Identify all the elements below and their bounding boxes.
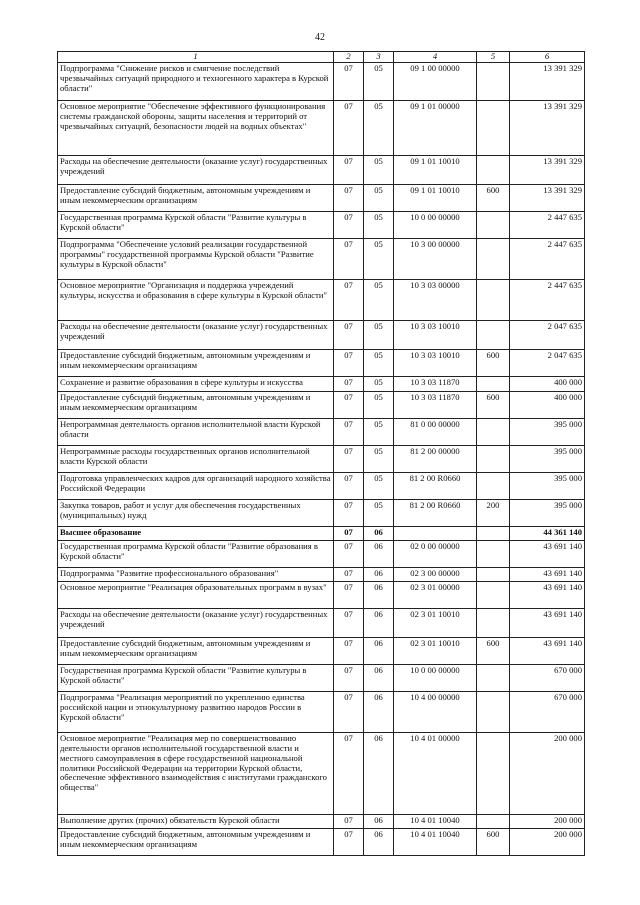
cell-name: Предоставление субсидий бюджетным, автономным учреждениям и иным некоммерческим организациям [58, 184, 334, 211]
cell-name: Основное мероприятие "Реализация образовательных программ в вузах" [58, 581, 334, 608]
cell-name: Выполнение других (прочих) обязательств Курской области [58, 814, 334, 828]
cell-section: 07 [334, 567, 364, 581]
cell-amount: 400 000 [510, 376, 585, 391]
cell-name: Основное мероприятие "Реализация мер по совершенствованию деятельности органов исполнительной государственной власти и местного самоуправления в сфере государственной национальной политики Российской Федерации на территории Курской области, обеспечение эффективного взаимодействия с институтами гражданского общества" [58, 732, 334, 814]
cell-subsection: 06 [364, 814, 394, 828]
cell-target-article: 02 3 01 10010 [394, 637, 477, 664]
cell-subsection: 06 [364, 567, 394, 581]
cell-target-article: 10 4 01 10040 [394, 828, 477, 855]
cell-target-article: 10 3 03 10010 [394, 320, 477, 349]
cell-name: Сохранение и развитие образования в сфере культуры и искусства [58, 376, 334, 391]
cell-amount: 400 000 [510, 391, 585, 418]
cell-expense-type [477, 445, 510, 472]
cell-target-article [394, 526, 477, 540]
table-row [58, 184, 585, 211]
cell-section: 07 [334, 211, 364, 238]
table-row [58, 100, 585, 155]
cell-section: 07 [334, 540, 364, 567]
cell-target-article: 10 0 00 00000 [394, 664, 477, 691]
table-row [58, 155, 585, 184]
table-row [58, 391, 585, 418]
table-row [58, 238, 585, 279]
cell-subsection: 05 [364, 391, 394, 418]
cell-expense-type [477, 320, 510, 349]
cell-section: 07 [334, 279, 364, 320]
cell-section: 07 [334, 828, 364, 855]
cell-amount: 395 000 [510, 418, 585, 445]
cell-expense-type [477, 418, 510, 445]
cell-section: 07 [334, 349, 364, 376]
cell-target-article: 10 3 03 11870 [394, 391, 477, 418]
table-row [58, 499, 585, 526]
cell-subsection: 06 [364, 828, 394, 855]
cell-name: Государственная программа Курской области "Развитие образования в Курской области" [58, 540, 334, 567]
cell-amount: 2 047 635 [510, 320, 585, 349]
cell-expense-type [477, 62, 510, 100]
cell-amount: 13 391 329 [510, 155, 585, 184]
cell-name: Подготовка управленческих кадров для организаций народного хозяйства Российской Федерации [58, 472, 334, 499]
cell-section: 07 [334, 691, 364, 732]
cell-section: 07 [334, 376, 364, 391]
cell-expense-type [477, 608, 510, 637]
cell-name: Закупка товаров, работ и услуг для обеспечения государственных (муниципальных) нужд [58, 499, 334, 526]
cell-subsection: 06 [364, 608, 394, 637]
cell-subsection: 06 [364, 540, 394, 567]
cell-amount: 43 691 140 [510, 540, 585, 567]
cell-expense-type [477, 664, 510, 691]
cell-name: Расходы на обеспечение деятельности (оказание услуг) государственных учреждений [58, 320, 334, 349]
cell-section: 07 [334, 100, 364, 155]
cell-subsection: 05 [364, 320, 394, 349]
cell-target-article: 10 4 00 00000 [394, 691, 477, 732]
cell-expense-type [477, 732, 510, 814]
cell-amount: 200 000 [510, 732, 585, 814]
cell-expense-type [477, 567, 510, 581]
cell-subsection: 05 [364, 100, 394, 155]
table-row [58, 349, 585, 376]
table-row [58, 418, 585, 445]
cell-amount: 13 391 329 [510, 184, 585, 211]
cell-section: 07 [334, 238, 364, 279]
cell-subsection: 06 [364, 637, 394, 664]
cell-section: 07 [334, 664, 364, 691]
cell-expense-type [477, 691, 510, 732]
cell-section: 07 [334, 62, 364, 100]
cell-expense-type [477, 540, 510, 567]
table-row [58, 828, 585, 855]
cell-subsection: 06 [364, 581, 394, 608]
header-col-6: 6 [510, 52, 585, 63]
cell-expense-type [477, 376, 510, 391]
cell-amount: 2 047 635 [510, 349, 585, 376]
cell-expense-type: 600 [477, 637, 510, 664]
cell-expense-type [477, 211, 510, 238]
cell-amount: 670 000 [510, 691, 585, 732]
header-row [58, 52, 585, 63]
cell-section: 07 [334, 391, 364, 418]
cell-amount: 44 361 140 [510, 526, 585, 540]
cell-subsection: 06 [364, 664, 394, 691]
cell-subsection: 05 [364, 445, 394, 472]
header-col-4: 4 [394, 52, 477, 63]
cell-amount: 13 391 329 [510, 100, 585, 155]
cell-section: 07 [334, 472, 364, 499]
cell-subsection: 05 [364, 238, 394, 279]
cell-name: Высшее образование [58, 526, 334, 540]
cell-target-article: 09 1 00 00000 [394, 62, 477, 100]
cell-expense-type: 200 [477, 499, 510, 526]
cell-section: 07 [334, 637, 364, 664]
cell-section: 07 [334, 418, 364, 445]
table-row [58, 567, 585, 581]
table-row [58, 376, 585, 391]
cell-name: Подпрограмма "Реализация мероприятий по укреплению единства российской нации и этнокультурному развитию народов России в Курской области" [58, 691, 334, 732]
cell-section: 07 [334, 732, 364, 814]
cell-target-article: 10 3 03 11870 [394, 376, 477, 391]
table-row [58, 472, 585, 499]
cell-subsection: 05 [364, 376, 394, 391]
cell-target-article: 09 1 01 10010 [394, 155, 477, 184]
cell-amount: 43 691 140 [510, 581, 585, 608]
cell-target-article: 10 3 00 00000 [394, 238, 477, 279]
cell-section: 07 [334, 608, 364, 637]
cell-name: Предоставление субсидий бюджетным, автономным учреждениям и иным некоммерческим организациям [58, 828, 334, 855]
cell-name: Непрограммная деятельность органов исполнительной власти Курской области [58, 418, 334, 445]
cell-amount: 43 691 140 [510, 637, 585, 664]
table-row [58, 279, 585, 320]
cell-amount: 2 447 635 [510, 279, 585, 320]
table-row [58, 637, 585, 664]
cell-name: Подпрограмма "Развитие профессионального образования" [58, 567, 334, 581]
cell-subsection: 05 [364, 279, 394, 320]
table-row [58, 814, 585, 828]
cell-expense-type [477, 155, 510, 184]
cell-expense-type [477, 279, 510, 320]
cell-expense-type [477, 581, 510, 608]
cell-target-article: 10 3 03 00000 [394, 279, 477, 320]
cell-expense-type: 600 [477, 828, 510, 855]
cell-name: Предоставление субсидий бюджетным, автономным учреждениям и иным некоммерческим организациям [58, 391, 334, 418]
cell-target-article: 81 2 00 R0660 [394, 499, 477, 526]
cell-amount: 43 691 140 [510, 567, 585, 581]
cell-target-article: 02 0 00 00000 [394, 540, 477, 567]
page-number: 42 [315, 32, 325, 43]
table-row [58, 581, 585, 608]
cell-section: 07 [334, 320, 364, 349]
cell-subsection: 05 [364, 184, 394, 211]
cell-expense-type [477, 472, 510, 499]
cell-name: Государственная программа Курской области "Развитие культуры в Курской области" [58, 211, 334, 238]
header-col-1: 1 [58, 52, 334, 63]
cell-target-article: 81 0 00 00000 [394, 418, 477, 445]
cell-name: Непрограммные расходы государственных органов исполнительной власти Курской области [58, 445, 334, 472]
table-row [58, 62, 585, 100]
cell-name: Расходы на обеспечение деятельности (оказание услуг) государственных учреждений [58, 608, 334, 637]
cell-section: 07 [334, 184, 364, 211]
cell-target-article: 02 3 01 00000 [394, 581, 477, 608]
cell-target-article: 81 2 00 R0660 [394, 472, 477, 499]
cell-subsection: 05 [364, 418, 394, 445]
table-row [58, 732, 585, 814]
cell-subsection: 05 [364, 349, 394, 376]
cell-section: 07 [334, 499, 364, 526]
table-row [58, 211, 585, 238]
cell-amount: 200 000 [510, 828, 585, 855]
cell-target-article: 10 4 01 00000 [394, 732, 477, 814]
cell-target-article: 02 3 01 10010 [394, 608, 477, 637]
table-row [58, 608, 585, 637]
table-row [58, 691, 585, 732]
cell-amount: 2 447 635 [510, 211, 585, 238]
cell-subsection: 05 [364, 62, 394, 100]
header-col-5: 5 [477, 52, 510, 63]
cell-section: 07 [334, 155, 364, 184]
table-row [58, 445, 585, 472]
cell-target-article: 02 3 00 00000 [394, 567, 477, 581]
cell-target-article: 10 3 03 10010 [394, 349, 477, 376]
table-row [58, 664, 585, 691]
cell-target-article: 09 1 01 00000 [394, 100, 477, 155]
cell-subsection: 06 [364, 732, 394, 814]
cell-name: Основное мероприятие "Организация и поддержка учреждений культуры, искусства и образования в сфере культуры в Курской области" [58, 279, 334, 320]
cell-amount: 395 000 [510, 499, 585, 526]
cell-expense-type [477, 238, 510, 279]
table-row [58, 320, 585, 349]
cell-amount: 2 447 635 [510, 238, 585, 279]
cell-name: Подпрограмма "Обеспечение условий реализации государственной программы" государственной программы Курской области "Развитие культуры в Курской области" [58, 238, 334, 279]
cell-expense-type [477, 526, 510, 540]
cell-expense-type: 600 [477, 184, 510, 211]
cell-expense-type [477, 100, 510, 155]
cell-expense-type [477, 814, 510, 828]
cell-name: Государственная программа Курской области "Развитие культуры в Курской области" [58, 664, 334, 691]
header-col-3: 3 [364, 52, 394, 63]
cell-target-article: 10 0 00 00000 [394, 211, 477, 238]
cell-section: 07 [334, 581, 364, 608]
cell-name: Предоставление субсидий бюджетным, автономным учреждениям и иным некоммерческим организациям [58, 349, 334, 376]
cell-subsection: 05 [364, 499, 394, 526]
cell-subsection: 06 [364, 691, 394, 732]
cell-section: 07 [334, 526, 364, 540]
cell-amount: 13 391 329 [510, 62, 585, 100]
cell-name: Основное мероприятие "Обеспечение эффективного функционирования системы гражданской обороны, защиты населения и территорий от чрезвычайных ситуаций, безопасности людей на водных объектах" [58, 100, 334, 155]
cell-subsection: 05 [364, 155, 394, 184]
cell-expense-type: 600 [477, 391, 510, 418]
cell-expense-type: 600 [477, 349, 510, 376]
cell-target-article: 81 2 00 00000 [394, 445, 477, 472]
cell-amount: 200 000 [510, 814, 585, 828]
cell-amount: 670 000 [510, 664, 585, 691]
cell-subsection: 06 [364, 526, 394, 540]
budget-table [57, 51, 585, 856]
cell-target-article: 10 4 01 10040 [394, 814, 477, 828]
cell-amount: 395 000 [510, 445, 585, 472]
cell-subsection: 05 [364, 211, 394, 238]
cell-amount: 395 000 [510, 472, 585, 499]
cell-amount: 43 691 140 [510, 608, 585, 637]
cell-name: Подпрограмма "Снижение рисков и смягчение последствий чрезвычайных ситуаций природного и техногенного характера в Курской области" [58, 62, 334, 100]
cell-section: 07 [334, 814, 364, 828]
cell-name: Предоставление субсидий бюджетным, автономным учреждениям и иным некоммерческим организациям [58, 637, 334, 664]
cell-section: 07 [334, 445, 364, 472]
table-row [58, 540, 585, 567]
cell-name: Расходы на обеспечение деятельности (оказание услуг) государственных учреждений [58, 155, 334, 184]
table-row [58, 526, 585, 540]
header-col-2: 2 [334, 52, 364, 63]
cell-target-article: 09 1 01 10010 [394, 184, 477, 211]
cell-subsection: 05 [364, 472, 394, 499]
